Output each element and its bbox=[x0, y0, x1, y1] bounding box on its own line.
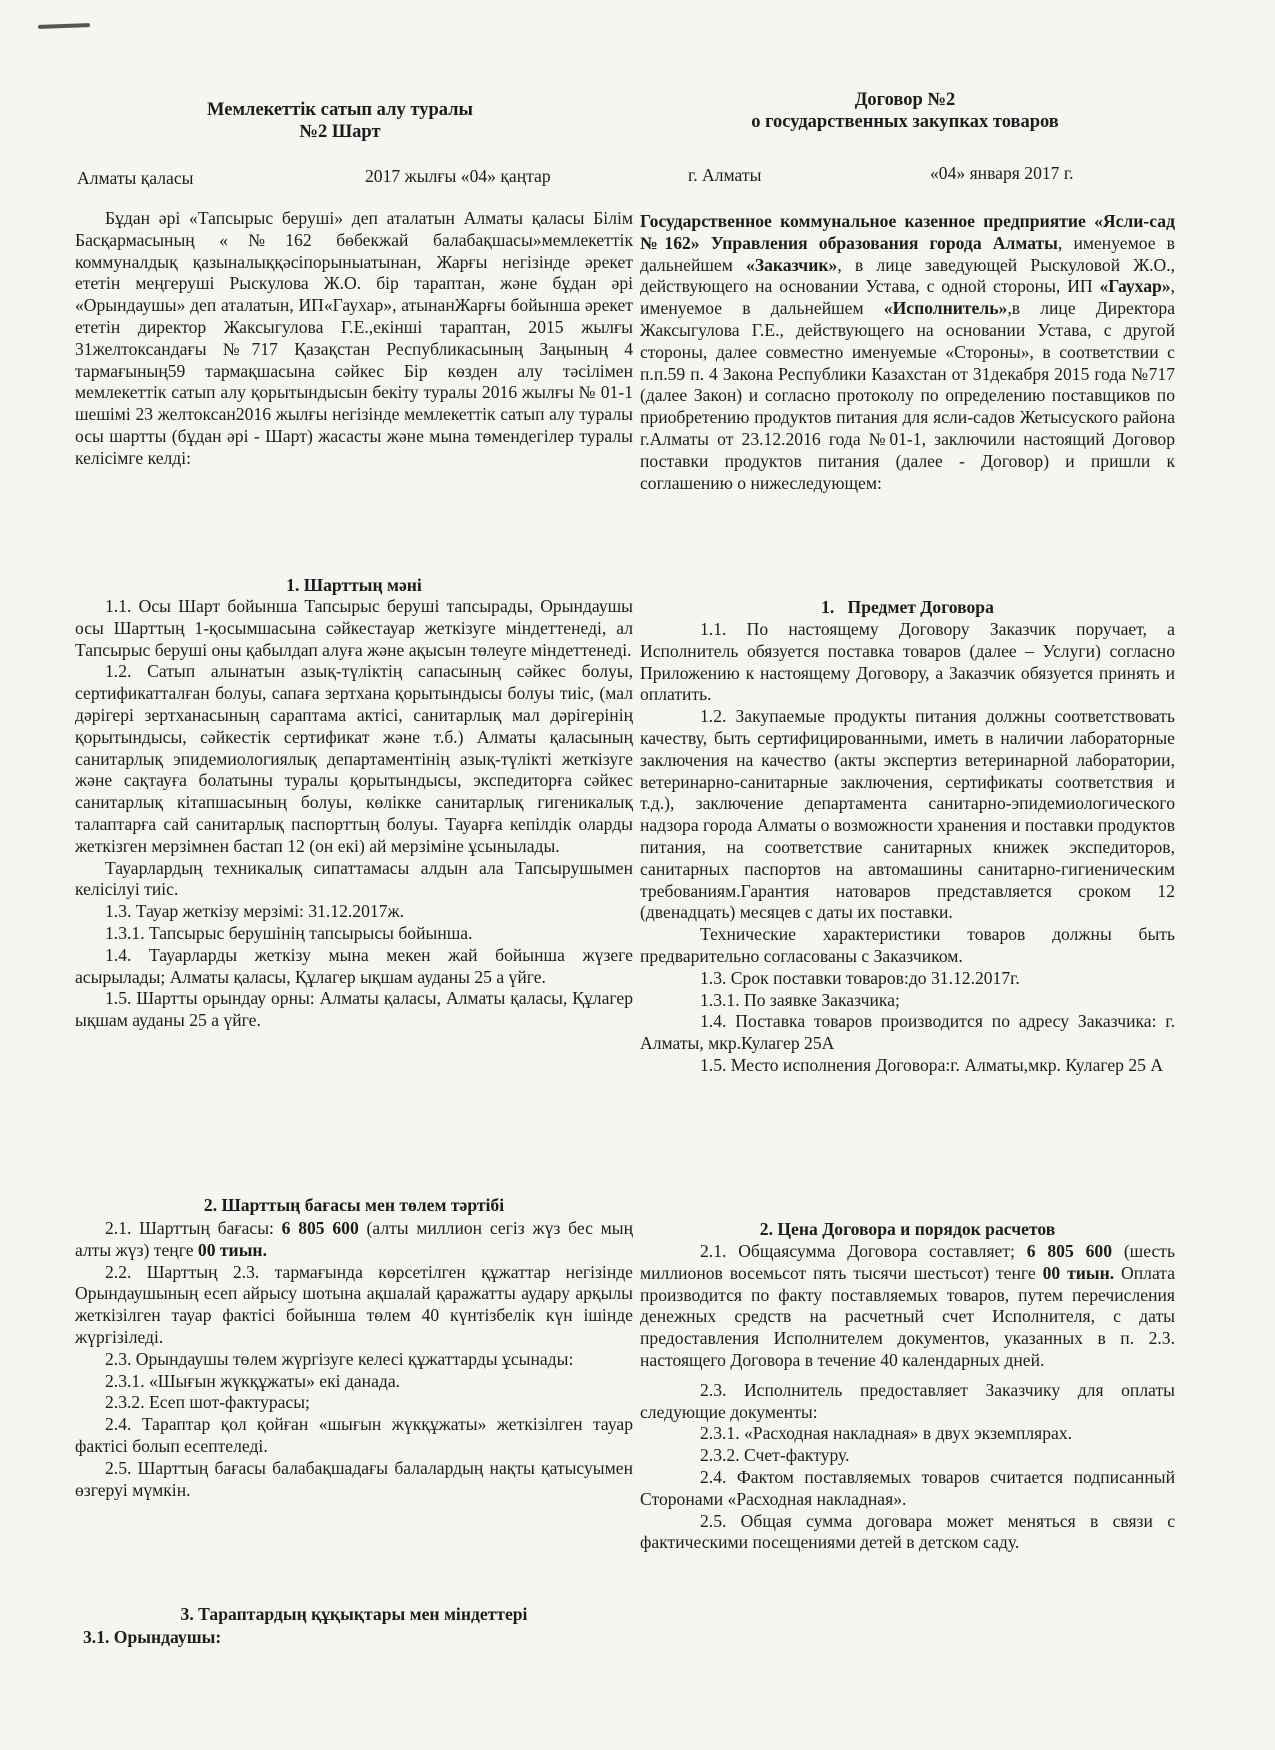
kz-clause-2-2: 2.2. Шарттың 2.3. тармағында көрсетілген құжаттар негізінде Орындаушының есеп айрысу шотына ақшалай қаражатты аудару арқылы жеткізілген тауар фактісі бойынша төлем 40 күнтізбелік күн ішінде жүргізіледі. bbox=[75, 1261, 633, 1347]
kz-section2-body bbox=[75, 1218, 633, 1501]
ru-preamble-text-2: , в лице заведующей Рыскуловой Ж.О., действующего на основании Устава, с одной стороны, ИП bbox=[640, 254, 1175, 297]
kz-city: Алматы қаласы bbox=[77, 168, 194, 188]
ru-clause-2-3-2: 2.3.2. Счет-фактуру. bbox=[700, 1445, 850, 1466]
kz-tiyn: 00 тиын. bbox=[197, 1239, 267, 1260]
ru-clause-1-5: 1.5. Место исполнения Договора:г. Алматы,мкр. Кулагер 25 А bbox=[700, 1054, 1164, 1075]
ru-preamble-party: Государственное коммунальное казенное предприятие «Ясли-сад №162» Управления образования города Алматы bbox=[640, 211, 1175, 253]
kz-clause-2-5: 2.5. Шарттың бағасы балабақшадағы балалардың нақты қатысуымен өзгеруі мүмкін. bbox=[75, 1457, 633, 1500]
kz-clause-2-4: 2.4. Тараптар қол қойған «шығын жүкқұжаты» жеткізілген тауар фактісі болып есептеледі. bbox=[75, 1414, 633, 1456]
ru-title bbox=[700, 89, 1110, 133]
kz-clause-1-3: 1.3. Тауар жеткізу мерзімі: 31.12.2017ж. bbox=[105, 901, 405, 922]
ru-preamble-executor: «Исполнитель» bbox=[883, 298, 1008, 319]
kz-clause-1-2: 1.2. Сатып алынатын азық-түліктің сапасының сәйкес болуы, сертификатталған болуы, сапаға зертхана қорытындысы болуы тиіс, (мал дәрігері зертханасының сараптама актісі, санитарлық мал дәрігерінің қорытындысы, сәйкестік сертификат және т.б.) Алматы қаласының санитарлық эпидемиологиялық департаментінің азық-түлікті жеткізуге және сақтауға болатыны туралы қорытындысы, экспедиторға сәйкес санитарлық кітапшасының болуы, көлікке санитарлық гигеникалық талаптарға сай санитарлық паспорттың болуы. Тауарға кепілдік оларды жеткізген мерзімнен бастап 12 (он екі) ай мерзіміне ұсынылады. bbox=[75, 661, 633, 856]
ru-clause-2-5: 2.5. Общая сумма договара может меняться в связи с фактическими посещениями детей в детском саду. bbox=[640, 1510, 1175, 1553]
ru-preamble-customer: «Заказчик» bbox=[746, 254, 838, 275]
ru-title-line2: о государственных закупках товаров bbox=[751, 112, 1059, 132]
kz-clause-1-5: 1.5. Шартты орындау орны: Алматы қаласы, Алматы қаласы, Құлагер ықшам ауданы 25 а үйге. bbox=[75, 988, 633, 1031]
kz-contract-sum: 6 805 600 bbox=[281, 1218, 359, 1238]
kz-clause-3-1: 3.1. Орындаушы: bbox=[83, 1627, 222, 1647]
kz-clause-1-2b: Тауарлардың техникалық сипаттамасы алдын ала Тапсырушымен келісілуі тиіс. bbox=[75, 857, 633, 900]
ru-clause-2-1 bbox=[640, 1241, 1175, 1372]
ru-clause-1-2b: Технические характеристики товаров должны быть предварительно согласованы с Заказчиком. bbox=[640, 924, 1175, 966]
kz-title bbox=[170, 99, 510, 143]
ru-clause-1-1: 1.1. По настоящему Договору Заказчик поручает, а Исполнитель обязуется поставка товаров (далее – Услуги) согласно Приложению к настоящему Договору, а Заказчик обязуется принять и оплатить. bbox=[640, 619, 1175, 705]
kz-clause-1-4: 1.4. Тауарларды жеткізу мына мекен жай бойынша жүзеге асырылады; Алматы қаласы, Құлагер ықшам ауданы 25 а үйге. bbox=[75, 944, 633, 987]
ru-clause-1-3-1: 1.3.1. По заявке Заказчика; bbox=[700, 989, 900, 1010]
ru-clause-2-1-words: (шесть миллионов восемьсот пять тысячи шестьсот) тенге bbox=[640, 1241, 1175, 1283]
ru-clause-2-1-payment: Оплата производится по факту поставляемых товаров, путем перечисления денежных средств на расчетный счет Исполнителя, с даты предоставления Исполнителем документов, указанных в п. 2.3. настоящего Договора в течение 40 календарных дней. bbox=[640, 1262, 1176, 1370]
ru-preamble-text-4: ,в лице Директора Жаксыгулова Г.Е., действующего на основании Устава, с другой стороны, далее совместно именуемые «Стороны», в соответствии с п.п.59 п. 4 Закона Республики Казахстан от 31декабря 2015 года №717 (далее Закон) и согласно протоколу по определению поставщиков по приобретению продуктов питания для ясли-садов Жетысуского района г.Алматы от 23.12.2016 года №01-1, заключили настоящий Договор поставки продуктов питания (далее - Договор) и пришли к соглашению о нижеследующем: bbox=[640, 298, 1176, 493]
ru-clause-1-2: 1.2. Закупаемые продукты питания должны соответствовать качеству, быть сертифицированными, иметь в наличии лабораторные заключения на качество (акты экспертиз ветеринарной лаборатории, ветеринарно-санитарные заключения, сертификаты соответствия и т.д.), заключение департамента санитарно-эпидемиологического надзора города Алматы о возможности хранения и поставки продуктов питания, на соответствие санитарных книжек экспедиторов, санитарных паспортов на автомашины санитарно-гигиеническим требованиям.Гарантия натоваров представляется сроком 12 (двенадцать) месяцев с даты их поставки. bbox=[640, 706, 1175, 923]
ru-clause-2-3-1: 2.3.1. «Расходная накладная» в двух экземплярах. bbox=[700, 1423, 1073, 1444]
ru-city: г. Алматы bbox=[688, 165, 762, 185]
kz-section2-heading: 2. Шарттың бағасы мен төлем тәртібі bbox=[203, 1195, 505, 1215]
ru-section2-body bbox=[640, 1241, 1175, 1554]
kz-title-line2: №2 Шарт bbox=[299, 122, 381, 142]
ru-clause-1-4: 1.4. Поставка товаров производится по адресу Заказчика: г. Алматы, мкр.Кулагер 25А bbox=[640, 1011, 1175, 1054]
kz-title-line1: Мемлекеттік сатып алу туралы bbox=[207, 100, 473, 120]
ru-preamble-supplier: «Гаухар» bbox=[1099, 276, 1171, 297]
kz-preamble: Бұдан әрі «Тапсырыс беруші» деп аталатын Алматы қаласы Білім Басқармасының «№162 бөбекжай балабақшасы»мемлекеттік коммуналдық қазыналыққәсіпорыныатынан, Жарғы негізінде әрекет ететін меңгеруші Рыскулова Ж.О. бір тараптан, және бұдан әрі «Орындаушы» деп аталатын, ИП«Гаухар», атынанЖарғы бойынша әрекет ететін директор Жаксыгулова Г.Е.,екінші тараптан, 2015 жылғы 31желтоксандағы №717 Қазақстан Республикасының Заңының 4 тармағының59 тармақшасына сәйкес Бір көзден алу тәсілімен мемлекеттік сатып алу қорытындысын бекіту туралы 2016 жылғы № 01-1 шешімі 23 желтоксан2016 жылғы негізінде мемлекеттік сатып алу туралы осы шартты (бұдан әрі - Шарт) жасасты және мына төмендегілер туралы келісімге келді: bbox=[75, 208, 633, 468]
kz-clause-2-1-text: 2.1. Шарттың бағасы: bbox=[105, 1218, 282, 1238]
kz-section1-heading: 1. Шарттың мәні bbox=[286, 575, 422, 595]
kz-date: 2017 жылғы «04» қаңтар bbox=[365, 166, 551, 186]
ru-clause-2-4: 2.4. Фактом поставляемых товаров считается подписанный Сторонами «Расходная накладная». bbox=[640, 1466, 1175, 1509]
ru-clause-2-3: 2.3. Исполнитель предоставляет Заказчику для оплаты следующие документы: bbox=[640, 1379, 1175, 1422]
kz-clause-2-3-1: 2.3.1. «Шығын жүкқұжаты» екі данада. bbox=[105, 1370, 401, 1391]
ru-contract-sum: 6 805 600 bbox=[1026, 1241, 1112, 1261]
kz-clause-1-1: 1.1. Осы Шарт бойынша Тапсырыс беруші тапсырады, Орындаушы осы Шарттың 1-қосымшасына сәйкестауар жеткізуге міндеттенеді, ал Тапсырыс беруші оны қабылдап алуға және ақысын төлеуге міндеттенеді. bbox=[75, 596, 633, 660]
kz-section3-heading: 3. Тараптардың құқықтары мен міндеттері bbox=[180, 1604, 528, 1624]
kz-clause-2-3: 2.3. Орындаушы төлем жүргізуге келесі құжаттарды ұсынады: bbox=[105, 1348, 574, 1369]
ru-preamble bbox=[640, 211, 1175, 494]
scan-mark bbox=[38, 23, 90, 29]
kz-clause-2-3-2: 2.3.2. Есеп шот-фактурасы; bbox=[105, 1392, 310, 1413]
ru-section1-body bbox=[640, 619, 1175, 1077]
kz-clause-2-1 bbox=[75, 1218, 633, 1262]
ru-tiyn: 00 тиын. bbox=[1042, 1262, 1115, 1283]
kz-clause-2-1-words: (алты миллион сегіз жүз бес мың алты жүз) теңге bbox=[75, 1218, 633, 1260]
ru-section1-heading: 1. Предмет Договора bbox=[821, 597, 994, 617]
ru-title-line1: Договор №2 bbox=[854, 90, 956, 110]
ru-preamble-text-3: , именуемое в дальнейшем bbox=[640, 276, 1175, 319]
ru-preamble-text-1: , именуемое в дальнейшем bbox=[640, 232, 1175, 275]
ru-clause-1-3: 1.3. Срок поставки товаров:до 31.12.2017г. bbox=[700, 967, 1020, 988]
ru-clause-2-1-text: 2.1. Общаясумма Договора составляет; bbox=[700, 1241, 1027, 1261]
kz-clause-1-3-1: 1.3.1. Тапсырыс берушінің тапсырысы бойынша. bbox=[105, 922, 473, 943]
kz-section1-body bbox=[75, 596, 633, 1032]
ru-section2-heading: 2. Цена Договора и порядок расчетов bbox=[759, 1219, 1056, 1239]
ru-date: «04» января 2017 г. bbox=[930, 163, 1074, 183]
